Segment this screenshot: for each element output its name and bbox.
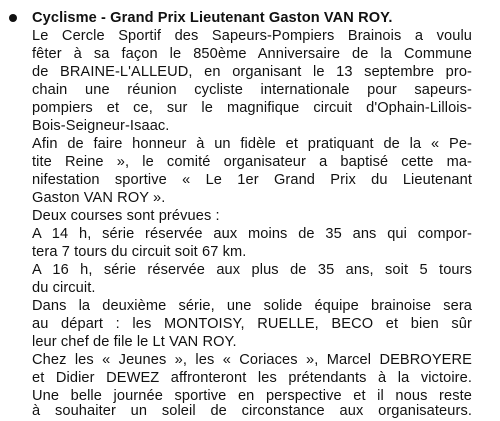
text-line: à souhaiter un soleil de circonstance aux organisateurs. — [32, 403, 472, 419]
text-line: pompiers et ce, sur le magnifique circuit d'Ophain-Lillois- — [32, 100, 472, 116]
text-line: Chez les « Jeunes », les « Coriaces », Marcel DEBROYERE — [32, 352, 472, 368]
text-line: et Didier DEWEZ affronteront les prétendants à la victoire. — [32, 370, 472, 386]
text-line: de BRAINE-L'ALLEUD, en organisant le 13 septembre pro- — [32, 64, 472, 80]
text-line: Le Cercle Sportif des Sapeurs-Pompiers Brainois a voulu — [32, 28, 472, 44]
text-line: Afin de faire honneur à un fidèle et pratiquant de la « Pe- — [32, 136, 472, 152]
text-line: tite Reine », le comité organisateur a baptisé cette ma- — [32, 154, 472, 170]
bullet-icon — [9, 14, 17, 22]
text-line: fêter à sa façon le 850ème Anniversaire de la Commune — [32, 46, 472, 62]
text-line: Une belle journée sportive en perspective et il nous reste — [32, 388, 472, 404]
text-line: chain une réunion cycliste internationale pour sapeurs- — [32, 82, 472, 98]
text-line: tera 7 tours du circuit soit 67 km. — [32, 244, 247, 260]
text-line: nifestation sportive « Le 1er Grand Prix du Lieutenant — [32, 172, 472, 188]
text-line: du circuit. — [32, 280, 96, 296]
article-title: Cyclisme - Grand Prix Lieutenant Gaston VAN ROY. — [32, 10, 393, 26]
text-line: Gaston VAN ROY ». — [32, 190, 166, 206]
text-line: Deux courses sont prévues : — [32, 208, 220, 224]
text-line: A 16 h, série réservée aux plus de 35 ans, soit 5 tours — [32, 262, 472, 278]
text-line: leur chef de file le Lt VAN ROY. — [32, 334, 237, 350]
text-line: au départ : les MONTOISY, RUELLE, BECO et bien sûr — [32, 316, 472, 332]
text-line: Bois-Seigneur-Isaac. — [32, 118, 170, 134]
text-line: A 14 h, série réservée aux moins de 35 ans qui compor- — [32, 226, 472, 242]
text-line: Dans la deuxième série, une solide équipe brainoise sera — [32, 298, 472, 314]
